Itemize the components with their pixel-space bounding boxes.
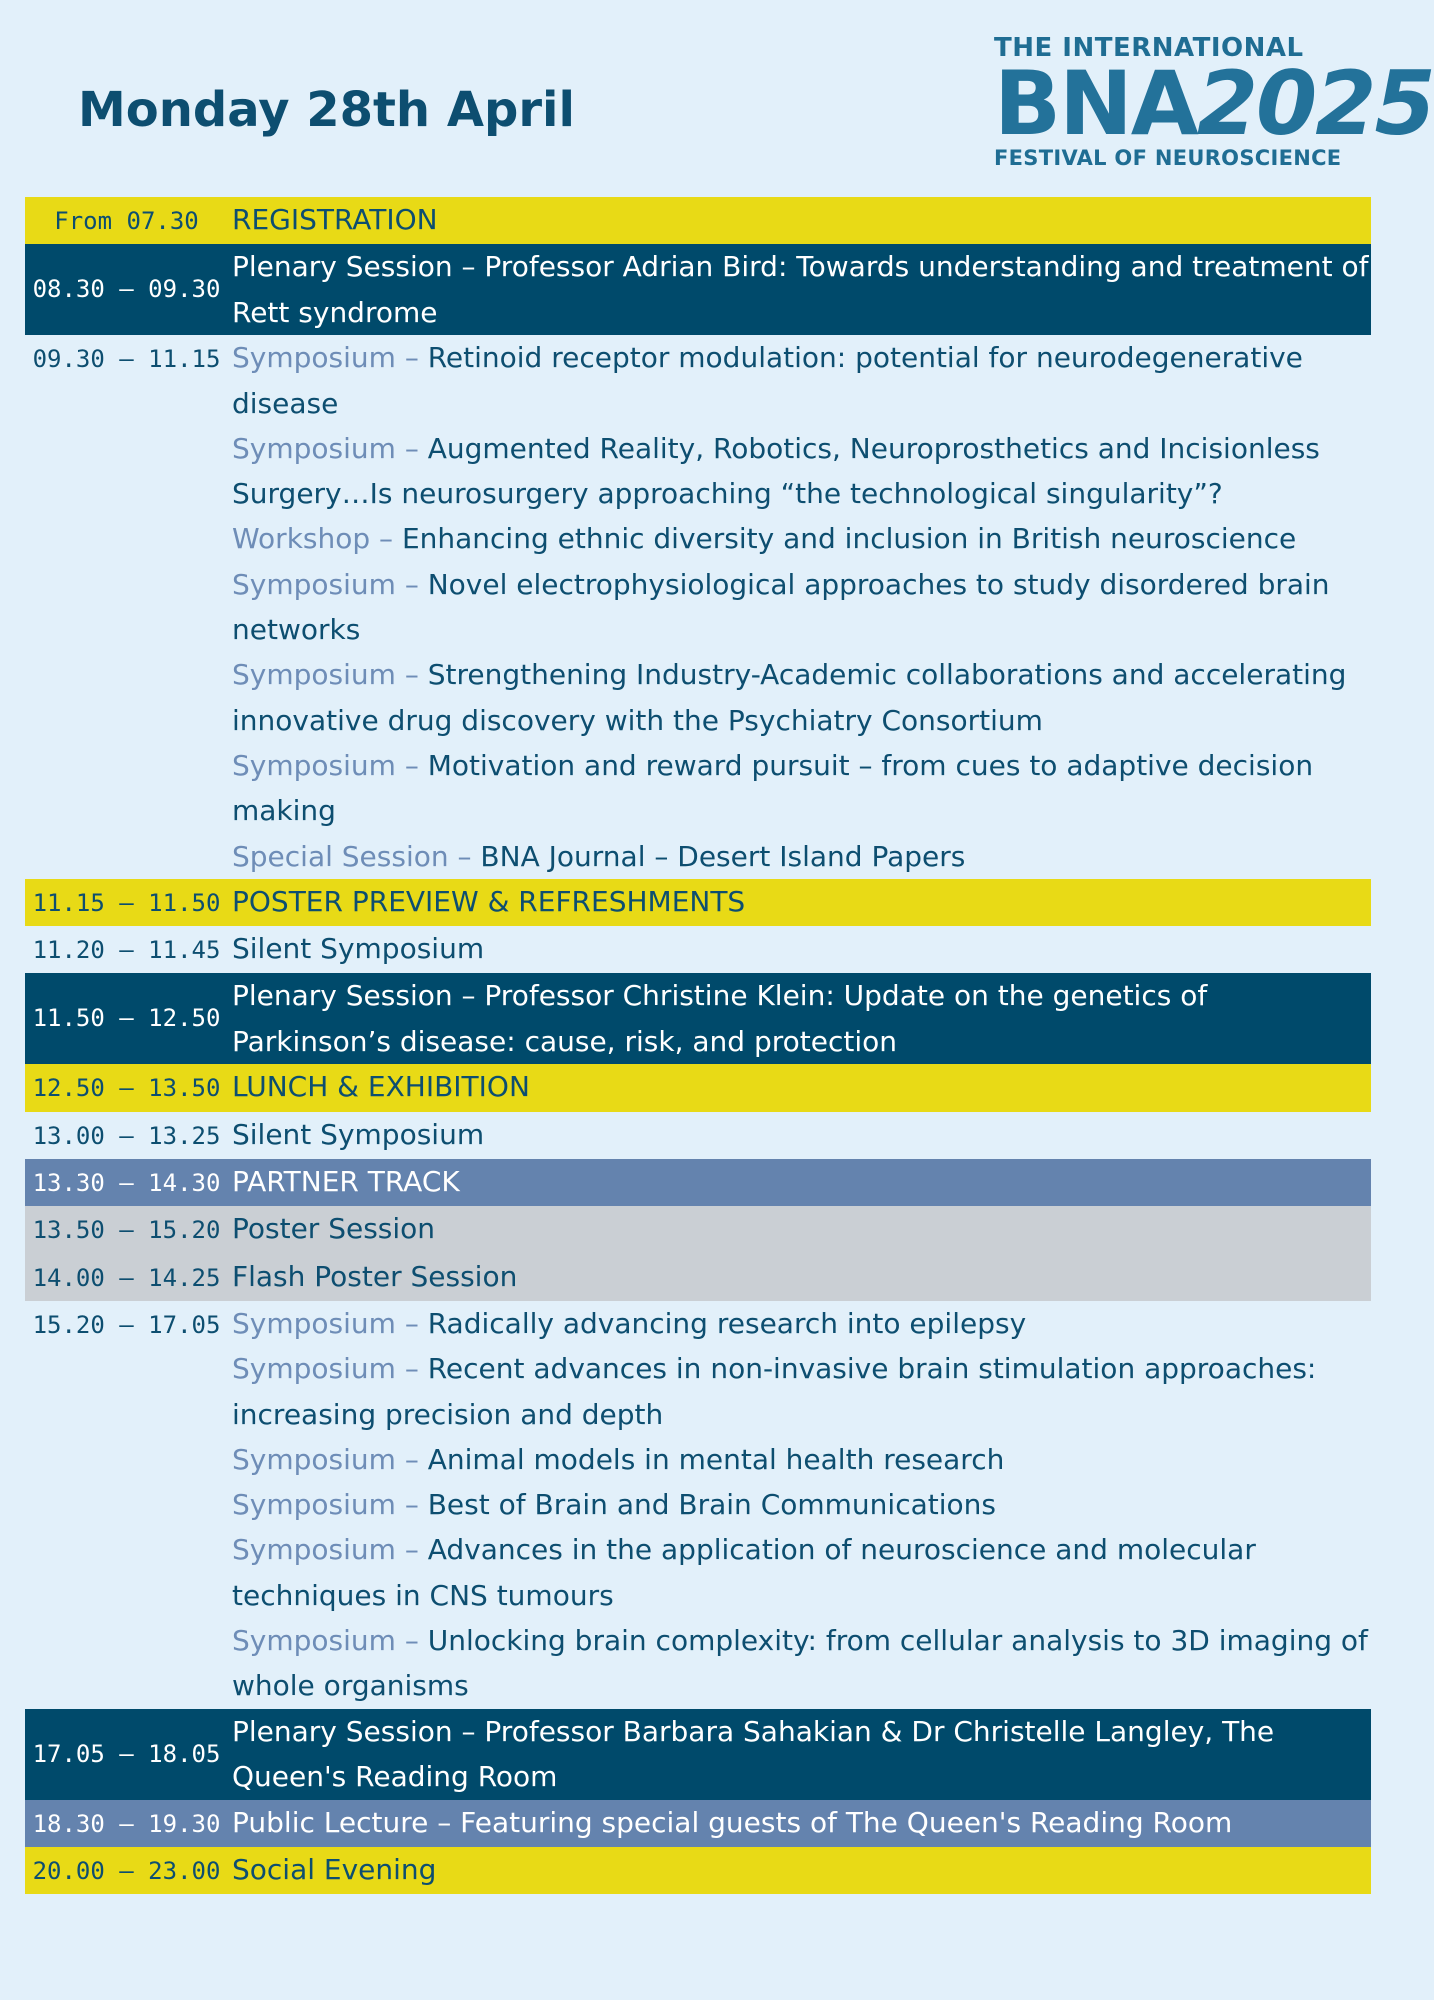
session-title: Public Lecture – Featuring special guests of The Queen's Reading Room <box>232 1805 1233 1839</box>
session-title: Radically advancing research into epilepsy <box>427 1306 1027 1340</box>
session-type: Workshop – <box>232 522 402 556</box>
schedule-row <box>25 973 1371 1064</box>
logo-brand-text: BNA <box>994 52 1197 155</box>
schedule-row <box>25 1254 1371 1301</box>
schedule-row <box>25 926 1371 973</box>
session-time: 13.50 – 15.20 <box>32 1216 221 1245</box>
session-time: 18.30 – 19.30 <box>32 1809 221 1838</box>
session-entry <box>228 1482 1371 1527</box>
session-entry <box>228 516 1371 561</box>
session-entry <box>228 1800 1371 1845</box>
session-time: 12.50 – 13.50 <box>32 1074 221 1103</box>
session-entry <box>228 426 1371 517</box>
session-entry <box>228 1159 1371 1204</box>
schedule-row <box>25 335 1371 879</box>
session-title: Unlocking brain complexity: from cellular analysis to 3D imaging of whole organisms <box>232 1624 1368 1703</box>
session-type: Symposium – <box>232 431 428 465</box>
session-type: Symposium – <box>232 1488 428 1522</box>
session-title: POSTER PREVIEW & REFRESHMENTS <box>232 884 746 918</box>
session-entry <box>228 973 1371 1064</box>
session-entry <box>228 1437 1371 1482</box>
session-type: Symposium – <box>232 1533 428 1567</box>
session-title: Animal models in mental health research <box>427 1442 1005 1476</box>
session-time: 09.30 – 11.15 <box>32 345 221 374</box>
schedule-table <box>25 197 1371 1894</box>
session-list <box>228 335 1371 879</box>
session-time: From 07.30 <box>54 207 199 235</box>
session-list <box>228 879 1371 924</box>
session-entry <box>228 879 1371 924</box>
session-title: Social Evening <box>232 1852 437 1886</box>
session-entry <box>228 1527 1371 1618</box>
session-type: Symposium – <box>232 748 428 782</box>
session-time: 13.00 – 13.25 <box>32 1121 221 1150</box>
schedule-row <box>25 879 1371 926</box>
session-list <box>228 197 1371 242</box>
session-type: Symposium – <box>232 1442 428 1476</box>
logo-line-bottom: FESTIVAL OF NEUROSCIENCE <box>994 146 1342 170</box>
session-type: Symposium – <box>232 1624 428 1658</box>
schedule-row <box>25 244 1371 335</box>
session-entry <box>228 1301 1371 1346</box>
session-time: 11.20 – 11.45 <box>32 936 221 965</box>
session-title: Advances in the application of neuroscience and molecular techniques in CNS tumours <box>232 1533 1256 1612</box>
session-time: 13.30 – 14.30 <box>32 1169 221 1198</box>
session-type: Symposium – <box>232 1352 428 1386</box>
session-title: Retinoid receptor modulation: potential for neurodegenerative disease <box>232 341 1303 420</box>
logo-brand <box>994 52 1434 155</box>
session-entry <box>228 1112 1371 1157</box>
session-time: 17.05 – 18.05 <box>32 1739 221 1768</box>
session-list <box>228 1847 1371 1892</box>
schedule-row <box>25 1159 1371 1206</box>
logo-year: 2025 <box>1196 52 1434 155</box>
session-entry <box>228 1064 1371 1109</box>
session-entry <box>228 1346 1371 1437</box>
schedule-row <box>25 1206 1371 1253</box>
session-time: 20.00 – 23.00 <box>32 1856 221 1885</box>
session-title: Best of Brain and Brain Communications <box>427 1488 996 1522</box>
session-list <box>228 1254 1371 1299</box>
session-type: Symposium – <box>232 567 428 601</box>
session-title: Silent Symposium <box>232 932 485 966</box>
page-title: Monday 28th April <box>78 82 575 138</box>
session-entry <box>228 562 1371 653</box>
session-list <box>228 1301 1371 1709</box>
session-list <box>228 1709 1371 1800</box>
schedule-row <box>25 1064 1371 1111</box>
session-entry <box>228 1206 1371 1251</box>
session-entry <box>228 834 1371 879</box>
session-type: Symposium – <box>232 1306 428 1340</box>
schedule-row <box>25 1847 1371 1894</box>
session-entry <box>228 197 1371 242</box>
session-type: Symposium – <box>232 658 428 692</box>
bna-logo <box>994 32 1434 172</box>
schedule-row <box>25 1301 1371 1709</box>
session-entry <box>228 335 1371 426</box>
schedule-row <box>25 197 1371 244</box>
session-time: 11.15 – 11.50 <box>32 888 221 917</box>
session-title: Plenary Session – Professor Barbara Sahakian & Dr Christelle Langley, The Queen's Reading Room <box>232 1714 1275 1793</box>
session-title: REGISTRATION <box>232 203 438 236</box>
session-list <box>228 1112 1371 1157</box>
session-title: Plenary Session – Professor Adrian Bird: Towards understanding and treatment of Rett syndrome <box>232 250 1369 329</box>
session-title: Poster Session <box>232 1212 436 1246</box>
session-entry <box>228 1709 1371 1800</box>
session-title: Flash Poster Session <box>232 1259 518 1293</box>
schedule-row <box>25 1709 1371 1800</box>
session-title: Motivation and reward pursuit – from cues to adaptive decision making <box>232 748 1314 828</box>
session-entry <box>228 743 1371 834</box>
session-title: Augmented Reality, Robotics, Neuroprosthetics and Incisionless Surgery…Is neurosurgery approaching “the technological singularity”? <box>232 431 1320 511</box>
session-list <box>228 973 1371 1064</box>
session-title: Novel electrophysiological approaches to study disordered brain networks <box>232 567 1330 647</box>
session-list <box>228 1159 1371 1204</box>
session-time: 14.00 – 14.25 <box>32 1263 221 1292</box>
schedule-row <box>25 1112 1371 1159</box>
session-entry <box>228 1847 1371 1892</box>
session-entry <box>228 1254 1371 1299</box>
session-time: 15.20 – 17.05 <box>32 1310 221 1339</box>
session-entry <box>228 652 1371 743</box>
session-title: LUNCH & EXHIBITION <box>232 1070 530 1104</box>
logo-line-top: THE INTERNATIONAL <box>994 33 1304 63</box>
session-title: Strengthening Industry-Academic collaborations and accelerating innovative drug discovery with the Psychiatry Consortium <box>232 658 1347 737</box>
session-list <box>228 926 1371 971</box>
session-type: Symposium – <box>232 341 428 375</box>
session-list <box>228 1064 1371 1109</box>
session-title: Silent Symposium <box>232 1117 485 1151</box>
session-entry <box>228 926 1371 971</box>
schedule-row <box>25 1800 1371 1847</box>
session-entry <box>228 1618 1371 1709</box>
session-title: Recent advances in non-invasive brain stimulation approaches: increasing precision and depth <box>232 1352 1317 1431</box>
session-time: 08.30 – 09.30 <box>32 275 221 304</box>
session-title: PARTNER TRACK <box>232 1165 460 1199</box>
session-list <box>228 244 1371 335</box>
session-list <box>228 1800 1371 1845</box>
session-type: Special Session – <box>232 839 481 873</box>
session-title: BNA Journal – Desert Island Papers <box>480 839 966 873</box>
session-list <box>228 1206 1371 1251</box>
session-title: Plenary Session – Professor Christine Klein: Update on the genetics of Parkinson’s disease: cause, risk, and protection <box>232 979 1208 1058</box>
session-title: Enhancing ethnic diversity and inclusion in British neuroscience <box>401 522 1297 556</box>
session-entry <box>228 244 1371 335</box>
session-time: 11.50 – 12.50 <box>32 1004 221 1033</box>
